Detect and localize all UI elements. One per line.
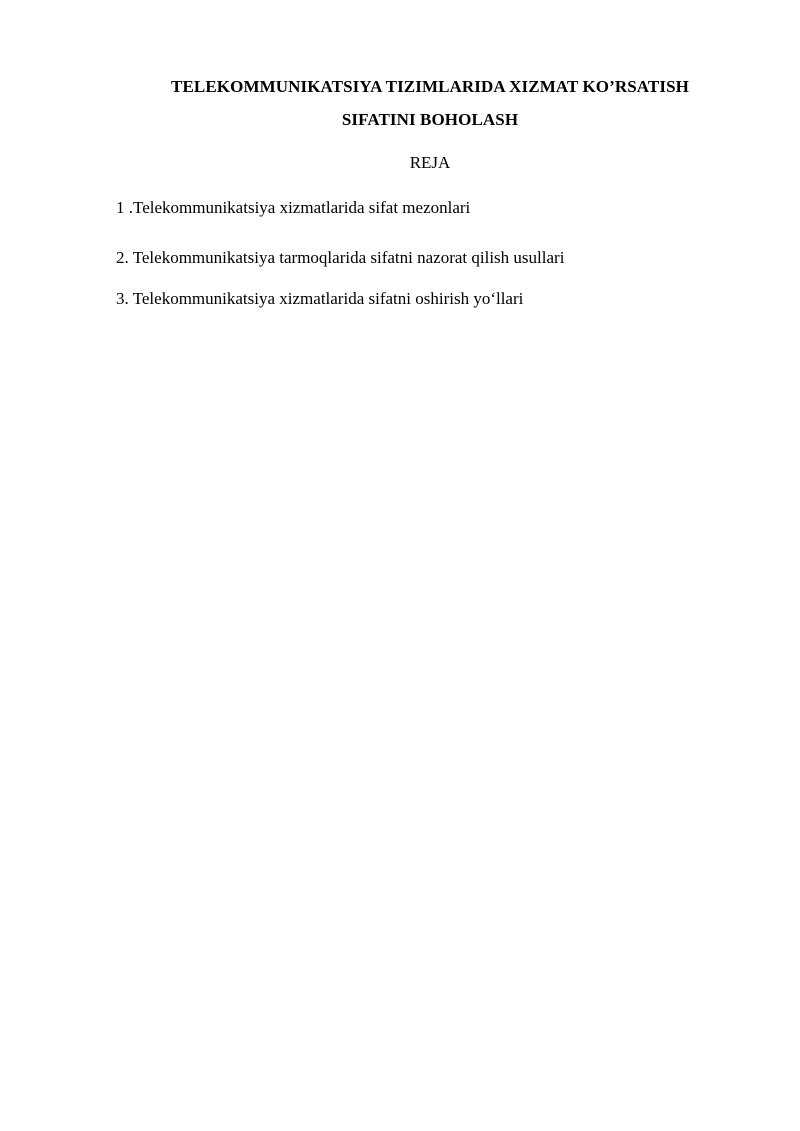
plan-item-1: 1 .Telekommunikatsiya xizmatlarida sifat mezonlari bbox=[116, 198, 471, 217]
document-title-line-1: TELEKOMMUNIKATSIYA TIZIMLARIDA XIZMAT KO’RSATISH bbox=[171, 77, 689, 96]
plan-item-3: 3. Telekommunikatsiya xizmatlarida sifatni oshirish yo‘llari bbox=[116, 289, 524, 308]
document-title-line-2: SIFATINI BOHOLASH bbox=[341, 110, 519, 129]
plan-heading: REJA bbox=[409, 153, 451, 172]
plan-item-2: 2. Telekommunikatsiya tarmoqlarida sifatni nazorat qilish usullari bbox=[116, 248, 565, 267]
